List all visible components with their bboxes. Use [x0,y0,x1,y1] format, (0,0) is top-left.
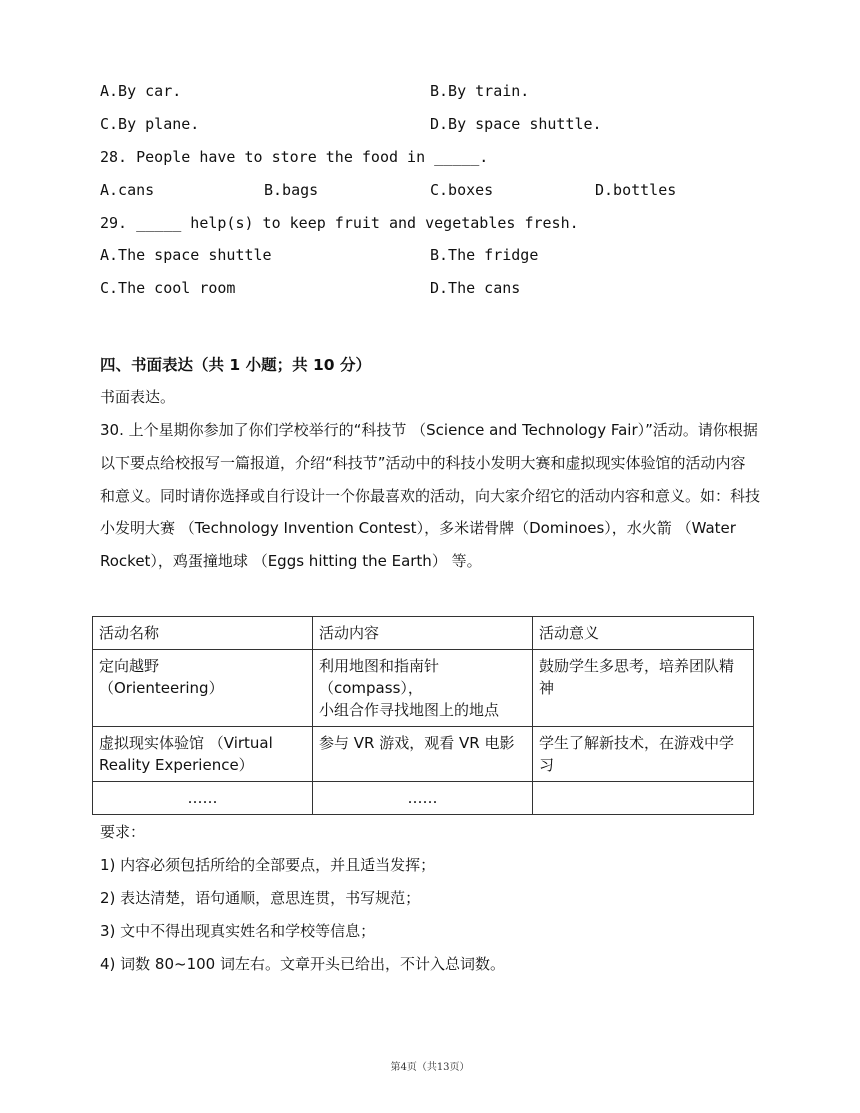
q29-option-b: B.The fridge [430,246,539,264]
q28-option-a: A.cans [100,181,155,199]
section-heading: 四、书面表达（共 1 小题；共 10 分） [100,356,371,374]
table-row [93,782,754,815]
activity-table [92,616,754,815]
requirements-title: 要求： [100,823,146,841]
requirement-item: 1) 内容必须包括所给的全部要点，并且适当发挥； [100,856,436,874]
table-row [93,650,754,727]
table-header-cell: 活动意义 [533,617,754,650]
section-intro: 书面表达。 [100,388,176,406]
table-header-row [93,617,754,650]
page-number-footer: 第4页（共13页） [390,1062,470,1073]
requirement-item: 4) 词数 80~100 词左右。文章开头已给出，不计入总词数。 [100,955,505,973]
table-header-cell: 活动内容 [313,617,533,650]
q28-option-d: D.bottles [595,181,677,199]
q29-option-a: A.The space shuttle [100,246,272,264]
q28-option-b: B.bags [264,181,319,199]
table-cell [533,782,754,815]
table-cell: 虚拟现实体验馆 （Virtual Reality Experience） [93,727,313,782]
q28-option-c: C.boxes [430,181,494,199]
q27-option-d: D.By space shuttle. [430,115,602,133]
q27-option-b: B.By train. [430,82,530,100]
table-cell: 学生了解新技术，在游戏中学习 [533,727,754,782]
table-cell: 利用地图和指南针 （compass）， 小组合作寻找地图上的地点 [313,650,533,727]
table-header-cell: 活动名称 [93,617,313,650]
q29-stem: 29. _____ help(s) to keep fruit and vegetables fresh. [100,214,579,232]
q29-option-d: D.The cans [430,279,521,297]
q27-option-c: C.By plane. [100,115,200,133]
table-cell: …… [93,782,313,815]
table-cell: 参与 VR 游戏，观看 VR 电影 [313,727,533,782]
q28-stem: 28. People have to store the food in _____. [100,148,489,166]
requirement-item: 2) 表达清楚，语句通顺，意思连贯，书写规范； [100,889,421,907]
q29-option-c: C.The cool room [100,279,236,297]
table-row [93,727,754,782]
writing-prompt: 30. 上个星期你参加了你们学校举行的“科技节 （Science and Technology Fair）”活动。请你根据以下要点给校报写一篇报道，介绍“科技节”活动中的科技小发明大赛和虚拟现实体验馆的活动内容和意义。同时请你选择或自行设计一个你最喜欢的活动，向大家介绍它的活动内容和意义。如：科技小发明大赛 （Technology Invention Contest），多米诺骨牌（Dominoes），水火箭 （Water Rocket），鸡蛋撞地球 （Eggs hitting the Earth） 等。 [100,421,761,571]
table-cell: 鼓励学生多思考，培养团队精神 [533,650,754,727]
requirement-item: 3) 文中不得出现真实姓名和学校等信息； [100,922,376,940]
table-cell: 定向越野 （Orienteering） [93,650,313,727]
q27-option-a: A.By car. [100,82,182,100]
table-cell: …… [313,782,533,815]
